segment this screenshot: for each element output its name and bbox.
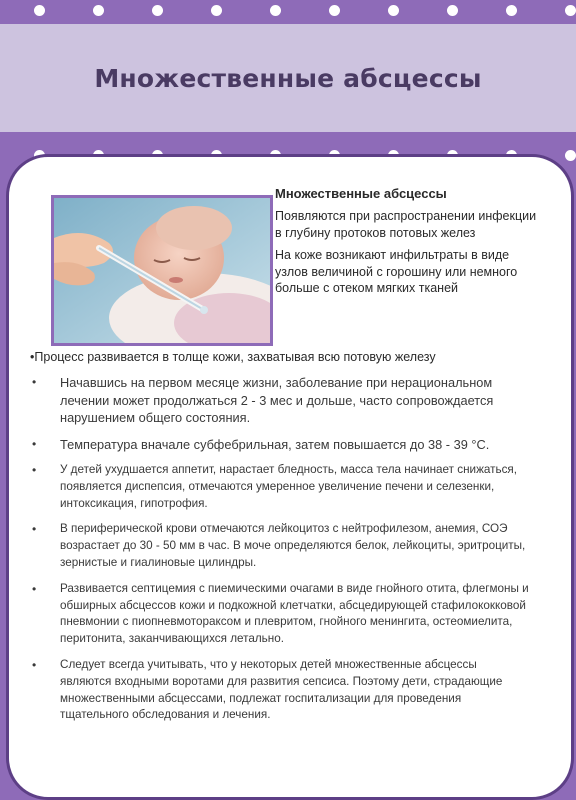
list-item-text: У детей ухудшается аппетит, нарастает бледность, масса тела начинает снижаться, появляется диспепсия, отмечаются умеренное увеличение печени и селезенки, интоксикация, гипотрофия. [60, 463, 518, 510]
decorative-dot [329, 5, 340, 16]
slide-title: Множественные абсцессы [94, 63, 482, 93]
bullet-marker: • [32, 436, 37, 451]
bullet-marker: • [32, 463, 37, 477]
side-paragraph: Появляются при распространении инфекции в глубину протоков потовых желез [275, 209, 537, 240]
decorative-dot [388, 5, 399, 16]
decorative-dot [211, 5, 222, 16]
list-item-text: В периферической крови отмечаются лейкоцитоз с нейтрофилезом, анемия, СОЭ возрастает до 30 - 50 мм в час. В моче определяются белок, лейкоциты, эритроциты, зернистые и гиалиновые цилиндры. [60, 522, 526, 569]
decorative-dot [152, 5, 163, 16]
list-item [30, 581, 530, 648]
list-item [30, 462, 530, 512]
side-heading: Множественные абсцессы [275, 186, 447, 201]
list-item [30, 521, 530, 571]
list-item [30, 436, 530, 454]
list-item-text: Развивается септицемия с пиемическими очагами в виде гнойного отита, флегмоны и обширных абсцессов кожи и подкожной клетчатки, абсцедирующей стафилококковой пневмонии с пиопневмотораксом и плевритом, гнойного менингита, остеомиелита, перитонита, заканчивающихся летально. [60, 581, 529, 646]
list-item-text: Начавшись на первом месяце жизни, заболевание при нерациональном лечении может продолжаться 2 - 3 мес и дольше, часто сопровождается нарушением общего состояния. [60, 375, 494, 425]
title-band [0, 24, 576, 132]
decorative-dot [93, 5, 104, 16]
baby-thermometer-photo [51, 195, 273, 346]
bullet-list [30, 374, 530, 733]
decorative-dot [34, 5, 45, 16]
list-item-text: Температура вначале субфебрильная, затем повышается до 38 - 39 °С. [60, 436, 490, 452]
decorative-dot [447, 5, 458, 16]
intro-line: •Процесс развивается в толще кожи, захватывая всю потовую железу [30, 350, 436, 364]
top-dot-pattern [0, 5, 576, 25]
list-item [30, 657, 530, 724]
baby-thermometer-illustration [54, 198, 270, 343]
list-item [30, 374, 530, 427]
bullet-marker: • [32, 581, 37, 596]
decorative-dot [565, 150, 576, 161]
bullet-marker: • [32, 375, 37, 389]
bullet-marker: • [32, 657, 37, 672]
side-text-block [275, 186, 537, 303]
decorative-dot [506, 5, 517, 16]
bullet-marker: • [32, 522, 37, 537]
decorative-dot [270, 5, 281, 16]
side-paragraph: На коже возникают инфильтраты в виде узлов величиной с горошину или немного больше с отеком мягких тканей [275, 248, 518, 295]
list-item-text: Следует всегда учитывать, что у некоторых детей множественные абсцессы являются входными воротами для развития сепсиса. Поэтому дети, страдающие множественными абсцессами, подлежат госпитализации для проведения тщательного обследования и лечения. [60, 657, 503, 722]
decorative-dot [565, 5, 576, 16]
